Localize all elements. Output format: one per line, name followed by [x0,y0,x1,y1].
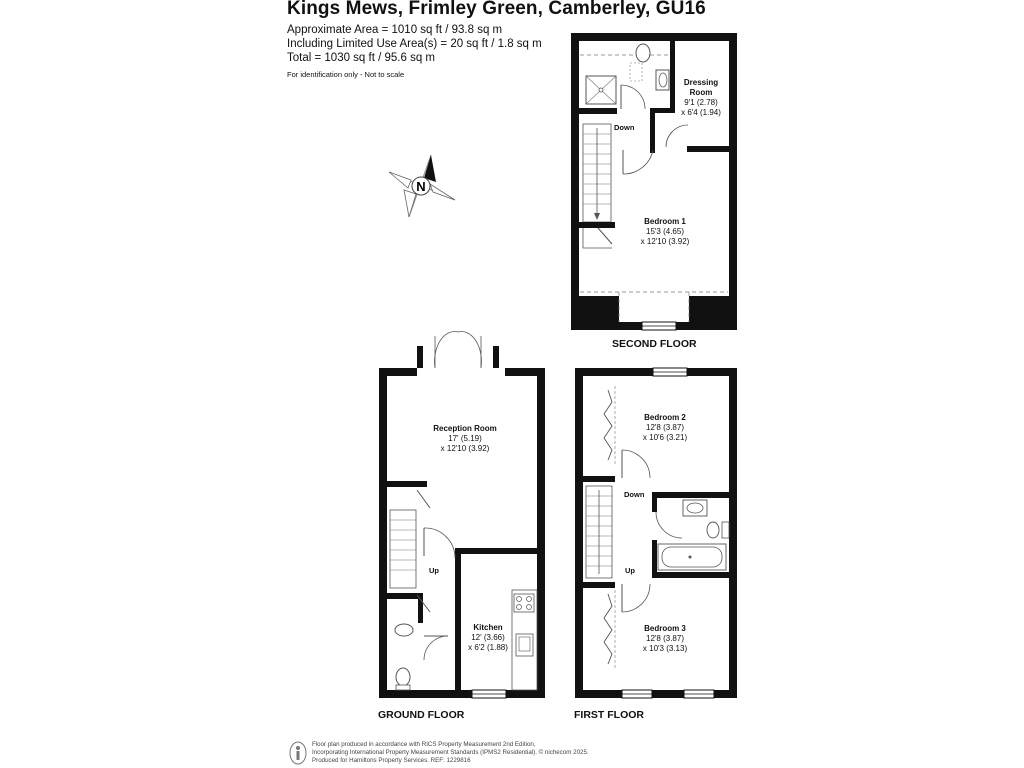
dressing-room-dim-1: 9'1 (2.78) [684,98,718,107]
ground-floor-stairs-up: Up [429,566,439,575]
kitchen-dim-2: x 6'2 (1.88) [468,643,508,652]
kitchen-label [460,623,516,653]
bedroom-1-label [620,217,710,247]
bedroom-3-name: Bedroom 3 [644,624,686,633]
bedroom-3-dim-2: x 10'3 (3.13) [642,644,688,653]
bedroom-1-name: Bedroom 1 [644,217,686,226]
bedroom-2-dim-2: x 10'6 (3.21) [642,433,688,442]
identification-note: For identification only - Not to scale [287,70,405,79]
second-floor-stairs-down: Down [614,123,635,132]
reception-room-dim-2: x 12'10 (3.92) [440,444,490,453]
footer-reference-line: Produced for Hamiltons Property Services. REF: 1229816 [312,757,471,764]
info-person-icon [288,741,308,765]
approximate-area: Approximate Area = 1010 sq ft / 93.8 sq m [287,24,503,36]
bedroom-3-dim-1: 12'8 (3.87) [646,634,684,643]
second-floor-label: SECOND FLOOR [612,338,697,350]
bedroom-1-dim-1: 15'3 (4.65) [646,227,684,236]
limited-use-area: Including Limited Use Area(s) = 20 sq ft / 1.8 sq m [287,38,542,50]
bedroom-2-label [622,413,708,443]
footer-rics-line: Floor plan produced in accordance with RICS Property Measurement 2nd Edition, [312,741,536,748]
dressing-room-name-2: Room [689,88,713,97]
reception-room-label [405,424,525,454]
reception-room-dim-1: 17' (5.19) [448,434,482,443]
ground-floor-label: GROUND FLOOR [378,709,465,721]
footer-ipms-line: Incorporating International Property Measurement Standards (IPMS2 Residential). © nichecom 2025. [312,749,589,756]
dressing-room-label [672,78,730,118]
kitchen-dim-1: 12' (3.66) [471,633,505,642]
reception-room-name: Reception Room [433,424,497,433]
total-area: Total = 1030 sq ft / 95.6 sq m [287,52,435,64]
plan-title: Kings Mews, Frimley Green, Camberley, GU16 [287,0,706,19]
dressing-room-name: Dressing [683,78,719,87]
bedroom-2-name: Bedroom 2 [644,413,686,422]
first-floor-stairs-up: Up [625,566,635,575]
dressing-room-dim-2: x 6'4 (1.94) [681,108,721,117]
bedroom-3-label [622,624,708,654]
bedroom-1-dim-2: x 12'10 (3.92) [640,237,690,246]
bedroom-2-dim-1: 12'8 (3.87) [646,423,684,432]
kitchen-name: Kitchen [473,623,503,632]
compass-north-label: N [416,179,426,194]
first-floor-stairs-down: Down [624,490,645,499]
north-compass-icon [389,155,455,217]
first-floor-label: FIRST FLOOR [574,709,644,721]
